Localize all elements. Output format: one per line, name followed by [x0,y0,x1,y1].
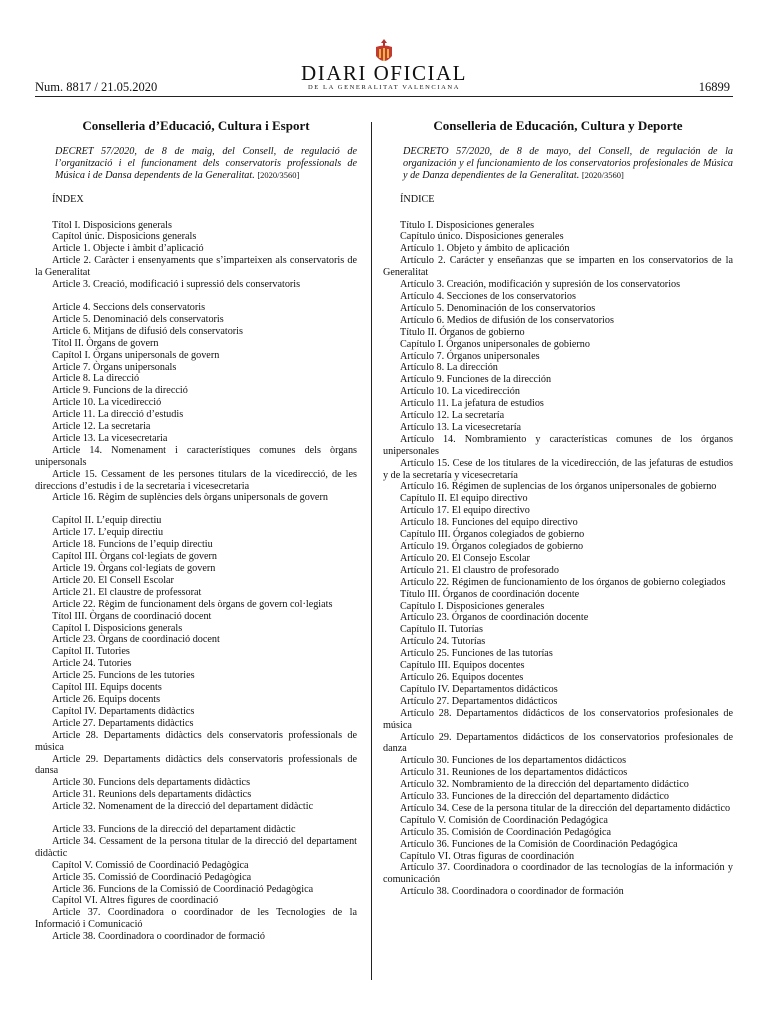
decree-text: DECRETO 57/2020, de 8 de mayo, del Consell, de regulación de la organización y el funcionamiento de los conservatorios profesionales de Música y de Danza dependientes de la Generalitat. [403,145,733,181]
index-entry: Artículo 5. Denominación de los conservatorios [400,302,596,314]
index-entry: Artículo 19. Órganos colegiados de gobierno [400,541,584,552]
index-list [383,220,733,899]
index-entry: Article 7. Òrgans unipersonals [52,361,177,373]
index-title: ÍNDEX [52,193,84,205]
index-entry: Article 14. Nomenament i característiques comunes dels òrgans unipersonals [35,444,357,468]
index-entry: Article 22. Règim de funcionament dels òrgans de govern col·legiats [52,598,333,610]
index-entry: Article 27. Departaments didàctics [52,717,194,729]
index-entry: Artículo 9. Funciones de la dirección [400,374,552,386]
index-entry: Capítol III. Òrgans col·legiats de govern [52,551,218,563]
index-entry: Capítulo III. Órganos colegiados de gobierno [400,529,585,541]
index-entry: Artículo 35. Comisión de Coordinación Pedagógica [400,826,612,838]
index-entry: Article 5. Denominació dels conservatoris [52,313,224,325]
ministry-heading: Conselleria d’Educació, Cultura i Esport [82,118,310,133]
index-entry: Article 12. La secretaria [52,421,151,433]
index-entry: Capítol únic. Disposicions generals [52,231,197,243]
column-divider [371,122,372,980]
index-entry: Capítol III. Equips docents [52,682,162,694]
index-entry: Título II. Órganos de gobierno [400,326,525,338]
index-entry: Capítulo I. Órganos unipersonales de gobierno [400,338,590,350]
index-entry: Título I. Disposiciones generales [400,219,535,231]
decree-title [35,146,357,182]
decree-ref: [2020/3560] [257,169,300,180]
index-entry: Título III. Órganos de coordinación docente [400,588,580,600]
index-entry: Article 11. La direcció d’estudis [52,409,184,421]
index-entry: Capítol V. Comissió de Coordinació Pedagògica [52,859,249,871]
index-entry: Artículo 13. La vicesecretaría [400,421,522,433]
index-entry: Capítol II. Tutories [52,646,130,658]
index-entry: Article 3. Creació, modificació i supressió dels conservatoris [52,279,301,291]
index-entry: Capítol II. L’equip directiu [52,515,162,527]
index-entry: Capítulo II. El equipo directivo [400,493,528,505]
index-entry: Capítulo IV. Departamentos didácticos [400,683,558,695]
index-entry: Article 32. Nomenament de la direcció del departament didàctic [52,801,314,813]
index-entry: Artículo 24. Tutorías [400,636,486,648]
index-entry: Article 18. Funcions de l’equip directiu [52,539,213,551]
index-entry: Artículo 28. Departamentos didácticos de los conservatorios profesionales de música [383,707,733,731]
index-entry: Article 25. Funcions de les tutories [52,670,195,682]
index-entry: Artículo 3. Creación, modificación y supresión de los conservatorios [400,279,681,291]
index-title: ÍNDICE [400,193,435,205]
index-entry: Article 30. Funcions dels departaments didàctics [52,777,251,789]
index-entry: Article 31. Reunions dels departaments didàctics [52,789,252,801]
index-entry: Artículo 18. Funciones del equipo directivo [400,517,578,529]
index-entry: Artículo 16. Régimen de suplencias de los órganos unipersonales de gobierno [400,481,717,493]
journal-masthead [300,62,468,92]
index-entry: Article 26. Equips docents [52,693,161,705]
index-entry: Capítulo II. Tutorías [400,624,483,636]
column-spanish [383,120,733,898]
index-entry: Article 20. El Consell Escolar [52,574,174,586]
index-entry: Artículo 1. Objeto y ámbito de aplicación [400,243,570,255]
index-entry: Capítulo III. Equipos docentes [400,660,525,672]
index-entry: Artículo 30. Funciones de los departamentos didácticos [400,755,627,767]
journal-title: DIARI OFICIAL [301,61,467,85]
index-entry: Article 19. Òrgans col·legiats de govern [52,563,216,574]
index-entry: Artículo 37. Coordinadora o coordinador de las tecnologías de la información y comunicación [383,862,733,886]
page-header [0,0,768,100]
index-entry: Article 17. L’equip directiu [52,527,164,539]
index-entry: Article 13. La vicesecretaria [52,432,168,444]
index-entry: Artículo 33. Funciones de la dirección del departamento didáctico [400,791,670,803]
index-entry: Artículo 21. El claustro de profesorado [400,564,559,576]
index-entry: Article 9. Funcions de la direcció [52,385,188,397]
index-entry: Artículo 27. Departamentos didácticos [400,695,558,707]
decree-ref: [2020/3560] [581,169,624,180]
index-entry: Article 2. Caràcter i ensenyaments que s’imparteixen als conservatoris de la Generalitat [35,255,357,279]
index-entry: Article 35. Comissió de Coordinació Pedagògica [52,871,252,883]
index-entry: Artículo 22. Régimen de funcionamiento de los órganos de gobierno colegiados [400,576,726,588]
journal-subtitle: DE LA GENERALITAT VALENCIANA [307,84,461,91]
page-number: 16899 [698,80,730,94]
index-entry: Article 29. Departaments didàctics dels conservatoris professionals de dansa [35,753,357,777]
index-entry: Artículo 38. Coordinadora o coordinador de formación [400,886,624,898]
index-entry: Capítulo I. Disposiciones generales [400,600,545,612]
index-entry: Article 15. Cessament de les persones titulars de la vicedirecció, de les direccions d’estudis i de la secretaria i vicesecretaria [35,468,357,492]
index-entry: Capítol VI. Altres figures de coordinació [52,895,219,907]
ministry-heading: Conselleria de Educación, Cultura y Deporte [433,118,683,133]
index-entry: Artículo 31. Reuniones de los departamentos didácticos [400,767,628,779]
index-entry: Article 33. Funcions de la direcció del departament didàctic [52,824,296,836]
index-entry: Artículo 34. Cese de la persona titular de la dirección del departamento didáctico [400,802,731,814]
index-entry: Artículo 8. La dirección [400,362,498,374]
index-entry: Artículo 32. Nombramiento de la dirección del departamento didáctico [400,779,689,791]
index-entry: Article 8. La direcció [52,373,140,385]
index-entry: Capítol IV. Departaments didàctics [52,705,195,717]
index-entry: Artículo 12. La secretaría [400,410,505,422]
index-entry: Artículo 15. Cese de los titulares de la vicedirección, de las jefaturas de estudios y de la secretaría y vicesecretaría [383,457,733,481]
index-entry: Article 28. Departaments didàctics dels conservatoris professionals de música [35,729,357,753]
index-entry: Capítulo VI. Otras figuras de coordinación [400,850,575,862]
index-entry: Títol I. Disposicions generals [52,219,172,231]
index-entry: Artículo 29. Departamentos didácticos de los conservatorios profesionales de danza [383,731,733,755]
index-entry: Artículo 17. El equipo directivo [400,505,530,517]
decree-text: DECRET 57/2020, de 8 de maig, del Consell, de regulació de l’organització i el funcionament dels conservatoris professionals de Música i de Dansa dependents de la Generalitat. [55,145,357,181]
index-entry: Article 21. El claustre de professorat [52,586,202,598]
index-entry: Article 37. Coordinadora o coordinador de les Tecnologies de la Informació i Comunicació [35,907,357,931]
index-entry: Artículo 10. La vicedirección [400,386,520,398]
issue-number: Num. 8817 / 21.05.2020 [35,80,158,94]
index-entry: Article 10. La vicedirecció [52,397,162,409]
index-entry: Artículo 14. Nombramiento y características comunes de los órganos unipersonales [383,433,733,457]
index-entry: Artículo 20. El Consejo Escolar [400,552,530,564]
index-entry: Títol III. Òrgans de coordinació docent [52,610,212,622]
index-entry: Article 23. Òrgans de coordinació docent [52,634,220,646]
index-entry: Artículo 25. Funciones de las tutorías [400,648,553,660]
index-entry: Artículo 6. Medios de difusión de los conservatorios [400,314,614,326]
index-entry: Artículo 7. Órganos unipersonales [400,350,540,362]
decree-title [383,146,733,182]
index-entry: Article 6. Mitjans de difusió dels conservatoris [52,325,243,337]
column-valencian [35,120,357,943]
index-entry: Article 24. Tutories [52,658,132,670]
index-entry: Capítulo único. Disposiciones generales [400,231,564,243]
index-entry: Article 36. Funcions de la Comissió de Coordinació Pedagògica [52,883,314,895]
index-entry: Article 38. Coordinadora o coordinador de formació [52,931,266,943]
index-entry: Capítol I. Òrgans unipersonals de govern [52,349,220,361]
index-entry: Article 16. Règim de suplències dels òrgans unipersonals de govern [52,492,328,504]
index-entry: Article 1. Objecte i àmbit d’aplicació [52,243,204,255]
index-entry: Artículo 4. Secciones de los conservatorios [400,290,576,302]
index-list [35,220,357,944]
index-entry: Capítulo V. Comisión de Coordinación Pedagógica [400,814,608,826]
index-entry: Artículo 26. Equipos docentes [400,671,524,683]
index-entry: Article 4. Seccions dels conservatoris [52,301,206,313]
index-entry: Artículo 23. Órganos de coordinación docente [400,612,589,624]
index-entry: Article 34. Cessament de la persona titular de la direcció del departament didàctic [35,835,357,859]
index-entry: Artículo 36. Funciones de la Comisión de Coordinación Pedagógica [400,838,678,850]
index-entry: Capítol I. Disposicions generals [52,622,183,634]
index-entry: Artículo 11. La jefatura de estudios [400,398,544,410]
index-entry: Artículo 2. Carácter y enseñanzas que se imparten en los conservatorios de la Generalitat [383,255,733,279]
index-entry: Títol II. Òrgans de govern [52,337,159,349]
header-rule [35,96,733,97]
